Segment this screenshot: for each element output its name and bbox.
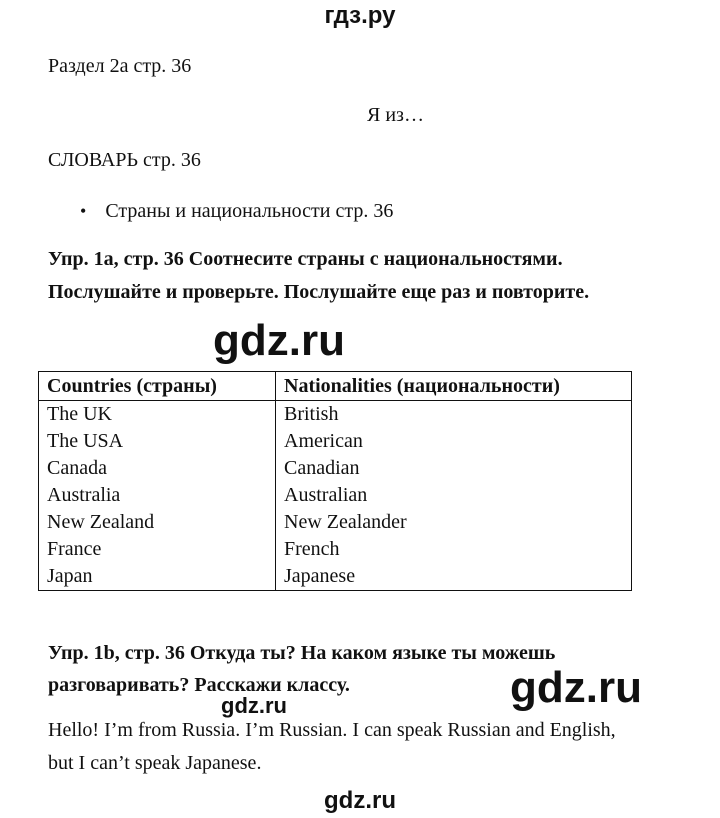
section-header: Раздел 2а стр. 36 — [48, 55, 192, 77]
country-cell: The USA — [39, 428, 276, 455]
nationality-cell: Japanese — [276, 563, 632, 591]
nationality-cell: American — [276, 428, 632, 455]
table-row — [39, 455, 632, 482]
table-row — [39, 509, 632, 536]
nationality-cell: British — [276, 401, 632, 429]
answer-line1: Hello! I’m from Russia. I’m Russian. I can speak Russian and English, — [48, 719, 616, 741]
watermark-top: гдз.ру — [324, 2, 396, 29]
nationality-cell: Australian — [276, 482, 632, 509]
country-cell: Australia — [39, 482, 276, 509]
bullet-list-item — [80, 199, 393, 223]
bullet-icon: • — [80, 201, 87, 221]
table-header-row — [39, 372, 632, 401]
nationality-cell: New Zealander — [276, 509, 632, 536]
country-cell: New Zealand — [39, 509, 276, 536]
table-row — [39, 482, 632, 509]
answer-line2: but I can’t speak Japanese. — [48, 752, 262, 774]
bullet-item-text: Страны и национальности стр. 36 — [105, 200, 394, 222]
nationality-cell: French — [276, 536, 632, 563]
column-header-countries: Countries (страны) — [39, 372, 276, 401]
vocabulary-header: СЛОВАРЬ стр. 36 — [48, 149, 201, 171]
table-row — [39, 536, 632, 563]
exercise-1b-line2: разговаривать? Расскажи классу. — [48, 674, 350, 696]
watermark-right: gdz.ru — [510, 663, 642, 712]
table-row — [39, 563, 632, 591]
country-cell: Japan — [39, 563, 276, 591]
table-row — [39, 428, 632, 455]
exercise-1a-line2: Послушайте и проверьте. Послушайте еще раз и повторите. — [48, 281, 590, 303]
watermark-left-small: gdz.ru — [221, 693, 287, 718]
exercise-1a-line1: Упр. 1а, стр. 36 Соотнесите страны с национальностями. — [48, 248, 563, 270]
country-cell: The UK — [39, 401, 276, 429]
nationality-cell: Canadian — [276, 455, 632, 482]
exercise-1b-line1: Упр. 1b, стр. 36 Откуда ты? На каком языке ты можешь — [48, 642, 556, 664]
column-header-nationalities: Nationalities (национальности) — [276, 372, 632, 401]
country-cell: France — [39, 536, 276, 563]
table-row — [39, 401, 632, 429]
page-subtitle: Я из… — [367, 104, 424, 126]
country-cell: Canada — [39, 455, 276, 482]
watermark-bottom: gdz.ru — [324, 787, 396, 814]
countries-nationalities-table — [38, 371, 632, 591]
watermark-center: gdz.ru — [213, 316, 345, 365]
